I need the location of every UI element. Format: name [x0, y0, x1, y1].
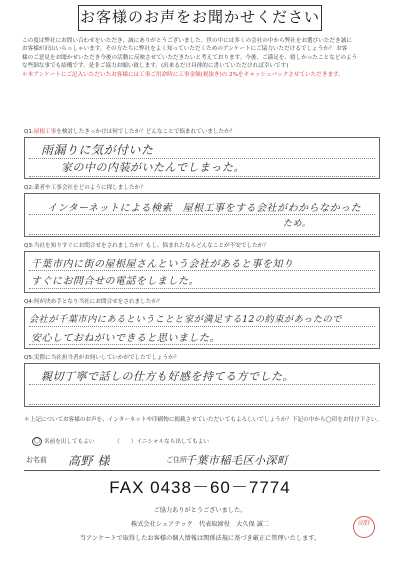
answer-4-line-2: 安心しておねがいできると思いました。	[31, 333, 220, 344]
consent-option-label: イニシャルなら出してもよい	[136, 439, 209, 445]
footer-company: 株式会社シェアテック 代表取締役 大久保 誠二	[131, 521, 269, 528]
answer-box-1	[24, 137, 380, 179]
answer-2-line-1: インターネットによる検索 屋根工事をする会社がわからなかった	[47, 203, 362, 214]
question-text: を検討したきっかけは何でしたか？どんなことで悩まれていましたか？	[56, 129, 236, 135]
rule-line	[29, 234, 375, 235]
question-number: Q3:	[24, 243, 34, 249]
question-highlight: 屋根工事	[33, 129, 57, 135]
answer-5-line-1: 親切丁寧で話しの仕方も好感を持てる方でした。	[41, 370, 294, 383]
customer-name: 高野 様	[68, 454, 110, 468]
consent-option-label: 名前を出してもよい	[44, 439, 95, 445]
question-5-label	[24, 354, 179, 362]
answer-1-line-2: 家の中の内装がいたんでしまった。	[61, 161, 245, 174]
cashback-note: ＊本アンケートにご記入いただいたお客様には工事ご用命時に工事金額(税抜き)の 2%をキャッシュバックさせていただきます。	[22, 71, 344, 78]
consent-options	[32, 437, 213, 446]
rule-line	[29, 288, 375, 289]
question-text: 業者や工事会社をどのように探しましたか？	[33, 185, 146, 191]
intro-line: な些細な事でも結構です。是非ご協力お願い致します。(出来るだけ具体的に書いていただければ幸いです)	[22, 63, 289, 70]
survey-title: お客様のお声をお聞かせください	[78, 5, 322, 31]
question-2-label	[24, 184, 146, 192]
answer-box-4	[24, 307, 380, 349]
location-label: ご住所	[166, 456, 187, 464]
customer-location: 千葉市稲毛区小深町	[185, 454, 289, 467]
answer-box-3	[24, 251, 380, 293]
answer-3-line-1: 千葉市内に街の屋根屋さんという会社があると事を知り	[31, 259, 294, 270]
consent-option-name[interactable]	[32, 437, 94, 446]
answer-3-line-2: すぐにお問合せの電話をしました。	[31, 276, 199, 287]
question-number: Q5:	[24, 355, 34, 361]
rule-line	[29, 344, 375, 345]
rule-line	[29, 404, 375, 405]
fax-number: FAX 0438－60－7774	[109, 478, 291, 497]
question-1-label	[24, 128, 235, 136]
rule-line	[29, 270, 375, 271]
consent-text: ＊上記についてお客様のお声を、インターネットや印刷物に掲載させていただいてもよろしいでしょうか？下記の中から◯印をお付け下さい。	[24, 417, 383, 423]
question-3-label	[24, 242, 269, 250]
question-text: 実際に当社担当者がお伺いしていかがでしたでしょうか？	[33, 355, 180, 361]
rule-line	[29, 214, 375, 215]
answer-4-line-1: 会社が千葉市内にあるということと家が満足する12の約束があったので	[29, 314, 342, 325]
answer-box-5	[24, 363, 380, 407]
question-number: Q4:	[24, 299, 34, 305]
circle-mark-icon: ◯	[33, 438, 41, 444]
intro-text	[22, 37, 382, 79]
footer-privacy: 当アンケートで取得したお客様の個人情報は関係法規に基づき厳正に管理いたします。	[79, 535, 321, 542]
answer-1-line-1: 雨漏りに気が付いた	[41, 143, 154, 157]
rule-line	[29, 384, 375, 385]
seal-stamp-icon: 高野	[353, 516, 375, 538]
question-number: Q2:	[24, 185, 34, 191]
intro-line: お客様が沢山いらっしゃいます。その方たちに弊社をよく知っていただくためのアンケートにご協力いただけるでしょうか？ お客	[22, 46, 348, 53]
question-number: Q1:	[24, 129, 34, 135]
rule-line	[29, 176, 375, 177]
name-underline	[24, 470, 380, 471]
question-4-label	[24, 298, 163, 306]
question-text: 何が決め手となり当社にお問合せをされましたか？	[33, 299, 163, 305]
answer-2-line-2: ため。	[283, 219, 312, 229]
question-text: 当社を知りすぐにお問合せをされましたか？もし、悩まれたならどんなことが不安でしたか？	[33, 243, 269, 249]
consent-option-initial[interactable]: （ ）イニシャルなら出してもよい	[114, 439, 209, 445]
intro-line: この度は弊社にお問い合わせをいただき、誠にありがとうございました。世の中には多くの会社の中から弊社をお選びいただき誠に	[22, 38, 352, 44]
rule-line	[29, 326, 375, 327]
name-label: お名前	[26, 456, 47, 464]
footer-thanks: ご協力ありがとうございました。	[153, 507, 247, 514]
intro-line: 様のご意見をお聞かせいただき今後の活動に反映させていただきたいと考えております。今後、ご満足を、嬉しかったことなどのよう	[22, 54, 358, 61]
answer-box-2	[24, 193, 380, 237]
